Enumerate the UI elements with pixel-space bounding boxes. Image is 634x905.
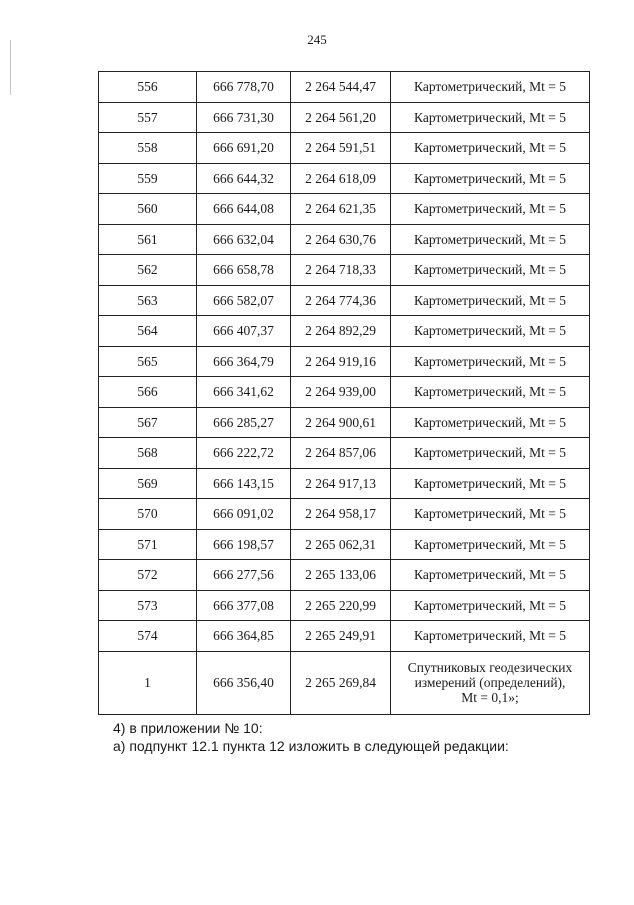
y-coordinate-cell: 2 264 939,00 [291, 377, 391, 408]
table-row [99, 285, 590, 316]
table-row-final-point [99, 651, 590, 714]
method-cell: Картометрический, Mt = 5 [391, 560, 590, 591]
point-number-cell: 567 [99, 407, 197, 438]
table-row [99, 255, 590, 286]
x-coordinate-cell: 666 731,30 [197, 102, 291, 133]
table-row [99, 590, 590, 621]
x-coordinate-cell: 666 644,08 [197, 194, 291, 225]
method-cell: Картометрический, Mt = 5 [391, 255, 590, 286]
x-coordinate-cell: 666 644,32 [197, 163, 291, 194]
x-coordinate-cell: 666 285,27 [197, 407, 291, 438]
y-coordinate-cell: 2 264 718,33 [291, 255, 391, 286]
point-number-cell: 563 [99, 285, 197, 316]
y-coordinate-cell: 2 264 892,29 [291, 316, 391, 347]
y-coordinate-cell: 2 265 269,84 [291, 651, 391, 714]
table-row [99, 468, 590, 499]
method-cell: Картометрический, Mt = 5 [391, 102, 590, 133]
table-row [99, 407, 590, 438]
method-cell: Картометрический, Mt = 5 [391, 377, 590, 408]
table-row [99, 499, 590, 530]
coordinates-table-body [99, 72, 590, 715]
table-row [99, 529, 590, 560]
y-coordinate-cell: 2 264 917,13 [291, 468, 391, 499]
amendment-subitem-a: а) подпункт 12.1 пункта 12 изложить в следующей редакции: [113, 738, 509, 754]
method-cell: Картометрический, Mt = 5 [391, 590, 590, 621]
method-cell: Картометрический, Mt = 5 [391, 346, 590, 377]
y-coordinate-cell: 2 264 630,76 [291, 224, 391, 255]
x-coordinate-cell: 666 143,15 [197, 468, 291, 499]
y-coordinate-cell: 2 265 220,99 [291, 590, 391, 621]
y-coordinate-cell: 2 264 857,06 [291, 438, 391, 469]
x-coordinate-cell: 666 364,79 [197, 346, 291, 377]
point-number-cell: 571 [99, 529, 197, 560]
method-line: измерений (определений), [414, 675, 566, 690]
point-number-cell: 560 [99, 194, 197, 225]
point-number-cell: 574 [99, 621, 197, 652]
point-number-cell: 568 [99, 438, 197, 469]
y-coordinate-cell: 2 265 062,31 [291, 529, 391, 560]
coordinates-table [98, 71, 590, 715]
y-coordinate-cell: 2 265 249,91 [291, 621, 391, 652]
method-cell: Картометрический, Mt = 5 [391, 316, 590, 347]
point-number-cell: 556 [99, 72, 197, 103]
y-coordinate-cell: 2 264 900,61 [291, 407, 391, 438]
table-row [99, 438, 590, 469]
y-coordinate-cell: 2 264 618,09 [291, 163, 391, 194]
x-coordinate-cell: 666 356,40 [197, 651, 291, 714]
y-coordinate-cell: 2 264 919,16 [291, 346, 391, 377]
x-coordinate-cell: 666 778,70 [197, 72, 291, 103]
x-coordinate-cell: 666 341,62 [197, 377, 291, 408]
point-number-cell: 562 [99, 255, 197, 286]
point-number-cell: 561 [99, 224, 197, 255]
method-cell: Картометрический, Mt = 5 [391, 133, 590, 164]
method-line: Спутниковых геодезических [407, 660, 573, 675]
method-cell [391, 651, 590, 714]
method-cell: Картометрический, Mt = 5 [391, 163, 590, 194]
method-cell: Картометрический, Mt = 5 [391, 438, 590, 469]
y-coordinate-cell: 2 265 133,06 [291, 560, 391, 591]
method-cell: Картометрический, Mt = 5 [391, 72, 590, 103]
table-row [99, 621, 590, 652]
x-coordinate-cell: 666 091,02 [197, 499, 291, 530]
method-cell: Картометрический, Mt = 5 [391, 621, 590, 652]
point-number-cell: 558 [99, 133, 197, 164]
method-line: Mt = 0,1»; [461, 690, 519, 705]
table-row [99, 346, 590, 377]
x-coordinate-cell: 666 582,07 [197, 285, 291, 316]
x-coordinate-cell: 666 198,57 [197, 529, 291, 560]
point-number-cell: 569 [99, 468, 197, 499]
x-coordinate-cell: 666 364,85 [197, 621, 291, 652]
method-cell: Картометрический, Mt = 5 [391, 224, 590, 255]
point-number-cell: 559 [99, 163, 197, 194]
y-coordinate-cell: 2 264 774,36 [291, 285, 391, 316]
x-coordinate-cell: 666 407,37 [197, 316, 291, 347]
x-coordinate-cell: 666 222,72 [197, 438, 291, 469]
point-number-cell: 570 [99, 499, 197, 530]
method-cell: Картометрический, Mt = 5 [391, 499, 590, 530]
method-cell: Картометрический, Mt = 5 [391, 285, 590, 316]
y-coordinate-cell: 2 264 958,17 [291, 499, 391, 530]
table-row [99, 194, 590, 225]
y-coordinate-cell: 2 264 544,47 [291, 72, 391, 103]
x-coordinate-cell: 666 691,20 [197, 133, 291, 164]
point-number-cell: 1 [99, 651, 197, 714]
point-number-cell: 572 [99, 560, 197, 591]
table-row [99, 377, 590, 408]
table-row [99, 224, 590, 255]
x-coordinate-cell: 666 277,56 [197, 560, 291, 591]
page-number: 245 [307, 32, 327, 47]
point-number-cell: 557 [99, 102, 197, 133]
table-row [99, 102, 590, 133]
table-row [99, 133, 590, 164]
y-coordinate-cell: 2 264 561,20 [291, 102, 391, 133]
method-cell: Картометрический, Mt = 5 [391, 194, 590, 225]
method-cell: Картометрический, Mt = 5 [391, 468, 590, 499]
table-row [99, 163, 590, 194]
table-row [99, 72, 590, 103]
amendment-item-4: 4) в приложении № 10: [113, 720, 263, 736]
point-number-cell: 573 [99, 590, 197, 621]
point-number-cell: 565 [99, 346, 197, 377]
table-row [99, 560, 590, 591]
x-coordinate-cell: 666 658,78 [197, 255, 291, 286]
y-coordinate-cell: 2 264 591,51 [291, 133, 391, 164]
y-coordinate-cell: 2 264 621,35 [291, 194, 391, 225]
point-number-cell: 564 [99, 316, 197, 347]
method-cell: Картометрический, Mt = 5 [391, 529, 590, 560]
method-cell: Картометрический, Mt = 5 [391, 407, 590, 438]
x-coordinate-cell: 666 377,08 [197, 590, 291, 621]
table-row [99, 316, 590, 347]
point-number-cell: 566 [99, 377, 197, 408]
x-coordinate-cell: 666 632,04 [197, 224, 291, 255]
scan-margin-mark [10, 40, 11, 95]
